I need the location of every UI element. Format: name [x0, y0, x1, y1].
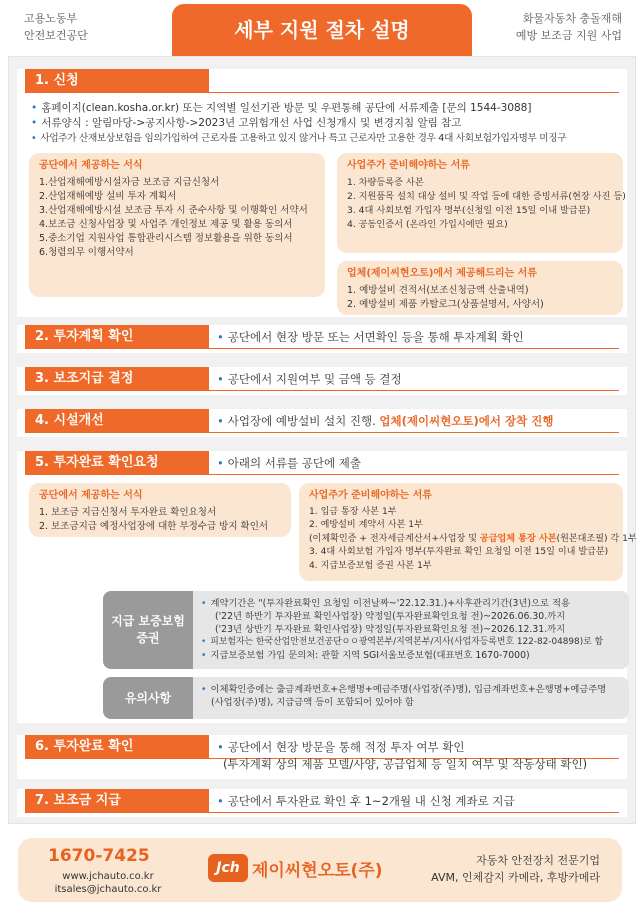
box-title: 공단에서 제공하는 서식	[39, 160, 143, 171]
section-divider	[25, 348, 619, 349]
section-divider	[25, 390, 619, 391]
list-item: 1. 입금 통장 사본 1부	[309, 506, 397, 517]
list-item: ('22년 하반기 투자완료 확인사업장) 약정일(투자완료확인요청 전)~2026.06.30.까지	[215, 611, 566, 622]
section-divider	[25, 812, 619, 813]
list-item: • 이체확인증에는 출금계좌번호+은행명+예금주명(사업장(주)명), 입금계좌번호+은행명+예금주명	[201, 684, 607, 695]
kosha-forms-box	[29, 483, 291, 537]
section-facility-improvement	[17, 409, 627, 437]
list-item: 2. 보조금지급 예정사업장에 대한 부정수급 방지 확인서	[39, 521, 269, 532]
org-right	[516, 10, 622, 44]
contact-links	[48, 870, 168, 896]
vendor-docs-box	[337, 261, 623, 315]
list-item-note: (이체확인증 + 전자세금계산서+사업장 및 공급업체 통장 사본(원본대조필) 각 1부	[309, 533, 637, 544]
footer-contact	[18, 838, 622, 902]
list-item: 3. 4대 사회보험 가입자 명부(신청일 이전 15일 이내 발급분)	[347, 205, 591, 216]
bullet-icon: •	[217, 456, 224, 470]
kosha-forms-box	[29, 153, 325, 297]
section-divider	[25, 432, 619, 433]
website-link[interactable]: www.jchauto.co.kr	[62, 871, 154, 882]
section-title: 4. 시설개선	[25, 409, 209, 433]
phone-number[interactable]: 1670-7425	[48, 846, 150, 866]
section-title: 5. 투자완료 확인요청	[25, 451, 209, 475]
section-subsidy-payment	[17, 789, 627, 817]
page-title: 세부 지원 절차 설명	[172, 4, 472, 56]
list-item: 4.보조금 신청사업장 및 사업주 개인정보 제공 및 활용 동의서	[39, 219, 293, 230]
org-left	[24, 10, 88, 44]
bullet-icon: •	[217, 740, 224, 754]
bullet-icon: •	[31, 102, 38, 114]
box-title: 업체(제이씨현오토)에서 제공해드리는 서류	[347, 268, 537, 279]
list-item: 6.청렴의무 이행서약서	[39, 247, 134, 258]
section-divider	[25, 92, 619, 93]
list-item: • 홈페이지(clean.kosha.or.kr) 또는 지역별 일선기관 방문 및 우편통해 공단에 서류제출 [문의 1544-3088]	[31, 102, 532, 114]
list-item: • 피보험자는 한국산업안전보건공단ㅇㅇ광역본부/지역본부/지사(사업자등록번호 122-82-04898)로 함	[201, 637, 604, 647]
bullet-icon: •	[217, 794, 224, 808]
section-completion-check	[17, 735, 627, 779]
main-content	[8, 56, 636, 824]
bullet-icon: •	[217, 330, 224, 344]
apply-bullets	[31, 101, 617, 146]
list-item: 1.산업재해예방시설자금 보조금 지급신청서	[39, 177, 220, 188]
section-desc: • 공단에서 투자완료 확인 후 1~2개월 내 신청 계좌로 지급	[217, 794, 515, 808]
email-link[interactable]: itsales@jchauto.co.kr	[54, 884, 162, 895]
section-title: 7. 보조금 지급	[25, 789, 209, 813]
section-desc: • 아래의 서류를 공단에 제출	[217, 456, 361, 470]
list-item: 5.중소기업 지원사업 통합관리시스템 정보활용을 위한 동의서	[39, 233, 293, 244]
list-item: 3.산업재해예방시설 보조금 투자 시 준수사항 및 이행확인 서약서	[39, 205, 308, 216]
section-apply	[17, 69, 627, 317]
section-desc: • 공단에서 현장 방문을 통해 적정 투자 여부 확인 (투자계획 상의 제품 모델/사양, 공급업체 등 일치 여부 및 작동상태 확인)	[217, 740, 588, 771]
program-line-1: 화물자동차 충돌재해	[522, 12, 622, 25]
section-title: 2. 투자계획 확인	[25, 325, 209, 349]
list-item: 2. 지원품목 설치 대상 설비 및 작업 등에 대한 증빙서류(현장 사진 등)	[347, 191, 626, 202]
bullet-icon: •	[217, 414, 224, 428]
list-item: 2.산업재해예방 설비 투자 계획서	[39, 191, 177, 202]
org-agency: 안전보건공단	[24, 29, 88, 42]
section-title: 6. 투자완료 확인	[25, 735, 209, 759]
owner-docs-box	[337, 153, 626, 253]
box-title: 사업주가 준비해야하는 서류	[309, 490, 432, 501]
list-item: 4. 지급보증보험 증권 사본 1부	[309, 560, 432, 571]
section-desc: • 공단에서 현장 방문 또는 서면확인 등을 통해 투자계획 확인	[217, 330, 524, 344]
logo-mark-icon: Jch	[208, 854, 248, 882]
box-title: 사업주가 준비해야하는 서류	[347, 160, 470, 171]
bullet-icon: •	[201, 637, 207, 647]
section-title: 3. 보조지급 결정	[25, 367, 209, 391]
section-investment-plan	[17, 325, 627, 353]
list-item: ('23년 상반기 투자완료 확인사업장) 약정일(투자완료확인요청 전)~2026.12.31.까지	[215, 624, 566, 635]
list-item: 3. 4대 사회보험 가입자 명부(투자완료 확인 요청일 이전 15일 이내 발급분)	[309, 547, 609, 557]
section-title: 1. 신청	[25, 69, 209, 93]
box-title: 공단에서 제공하는 서식	[39, 490, 143, 501]
guarantee-label: 지급 보증보험 증권	[103, 591, 193, 669]
company-slogan: 자동차 안전장치 전문기업 AVM, 인체감지 카메라, 후방카메라	[431, 854, 600, 884]
list-item: (사업장(주)명), 지급금액 등이 포함되어 있어야 함	[211, 697, 414, 708]
list-item: • 사업주가 산재보상보험을 임의가입하여 근로자를 고용하고 있지 않거나 특고 근로자만 고용한 경우 4대 사회보험가입자명부 미징구	[31, 133, 567, 144]
section-subsidy-decision	[17, 367, 627, 395]
list-item: • 계약기간은 "(투자완료확인 요청일 이전날짜~'22.12.31.)+사후관리기간(3년)으로 적용	[201, 598, 570, 609]
section-completion-request	[17, 451, 637, 723]
bullet-icon: •	[217, 372, 224, 386]
owner-docs-box	[299, 483, 637, 581]
program-line-2: 예방 보조금 지원 사업	[515, 29, 622, 42]
company-name: 제이씨현오토(주)	[252, 860, 383, 881]
section-desc: • 공단에서 지원여부 및 금액 등 결정	[217, 372, 402, 386]
bullet-icon: •	[201, 598, 207, 609]
guarantee-details	[193, 591, 629, 669]
bullet-icon: •	[201, 684, 207, 695]
highlight-text: 업체(제이씨현오토)에서 장착 진행	[379, 414, 554, 428]
bullet-icon: •	[201, 650, 207, 661]
page-header	[0, 0, 644, 60]
section-divider	[25, 474, 619, 475]
list-item: 2. 예방설비 계약서 사본 1부	[309, 520, 423, 530]
notice-label: 유의사항	[103, 677, 193, 719]
list-item: • 서류양식 : 알림마당->공지사항->2023년 고위험개선 사업 신청개시 및 변경지침 알림 참고	[31, 117, 462, 129]
list-item: • 지급보증보험 가입 문의처: 관할 지역 SGI서울보증보험(대표번호 1670-7000)	[201, 650, 530, 661]
bullet-icon: •	[31, 133, 37, 144]
list-item: 1. 보조금 지급신청서 투자완료 확인요청서	[39, 507, 217, 518]
list-item: 1. 차량등록증 사본	[347, 177, 424, 188]
section-desc: • 사업장에 예방설비 설치 진행. 업체(제이씨현오토)에서 장착 진행	[217, 414, 554, 428]
list-item: 1. 예방설비 견적서(보조신청금액 산출내역)	[347, 285, 529, 296]
list-item: 2. 예방설비 제품 카탈로그(상품설명서, 사양서)	[347, 299, 544, 310]
bullet-icon: •	[31, 117, 38, 129]
org-ministry: 고용노동부	[24, 12, 78, 25]
list-item: 4. 공동인증서 (온라인 가입시에만 필요)	[347, 219, 508, 230]
company-logo	[208, 854, 383, 882]
notice-details	[193, 677, 629, 719]
